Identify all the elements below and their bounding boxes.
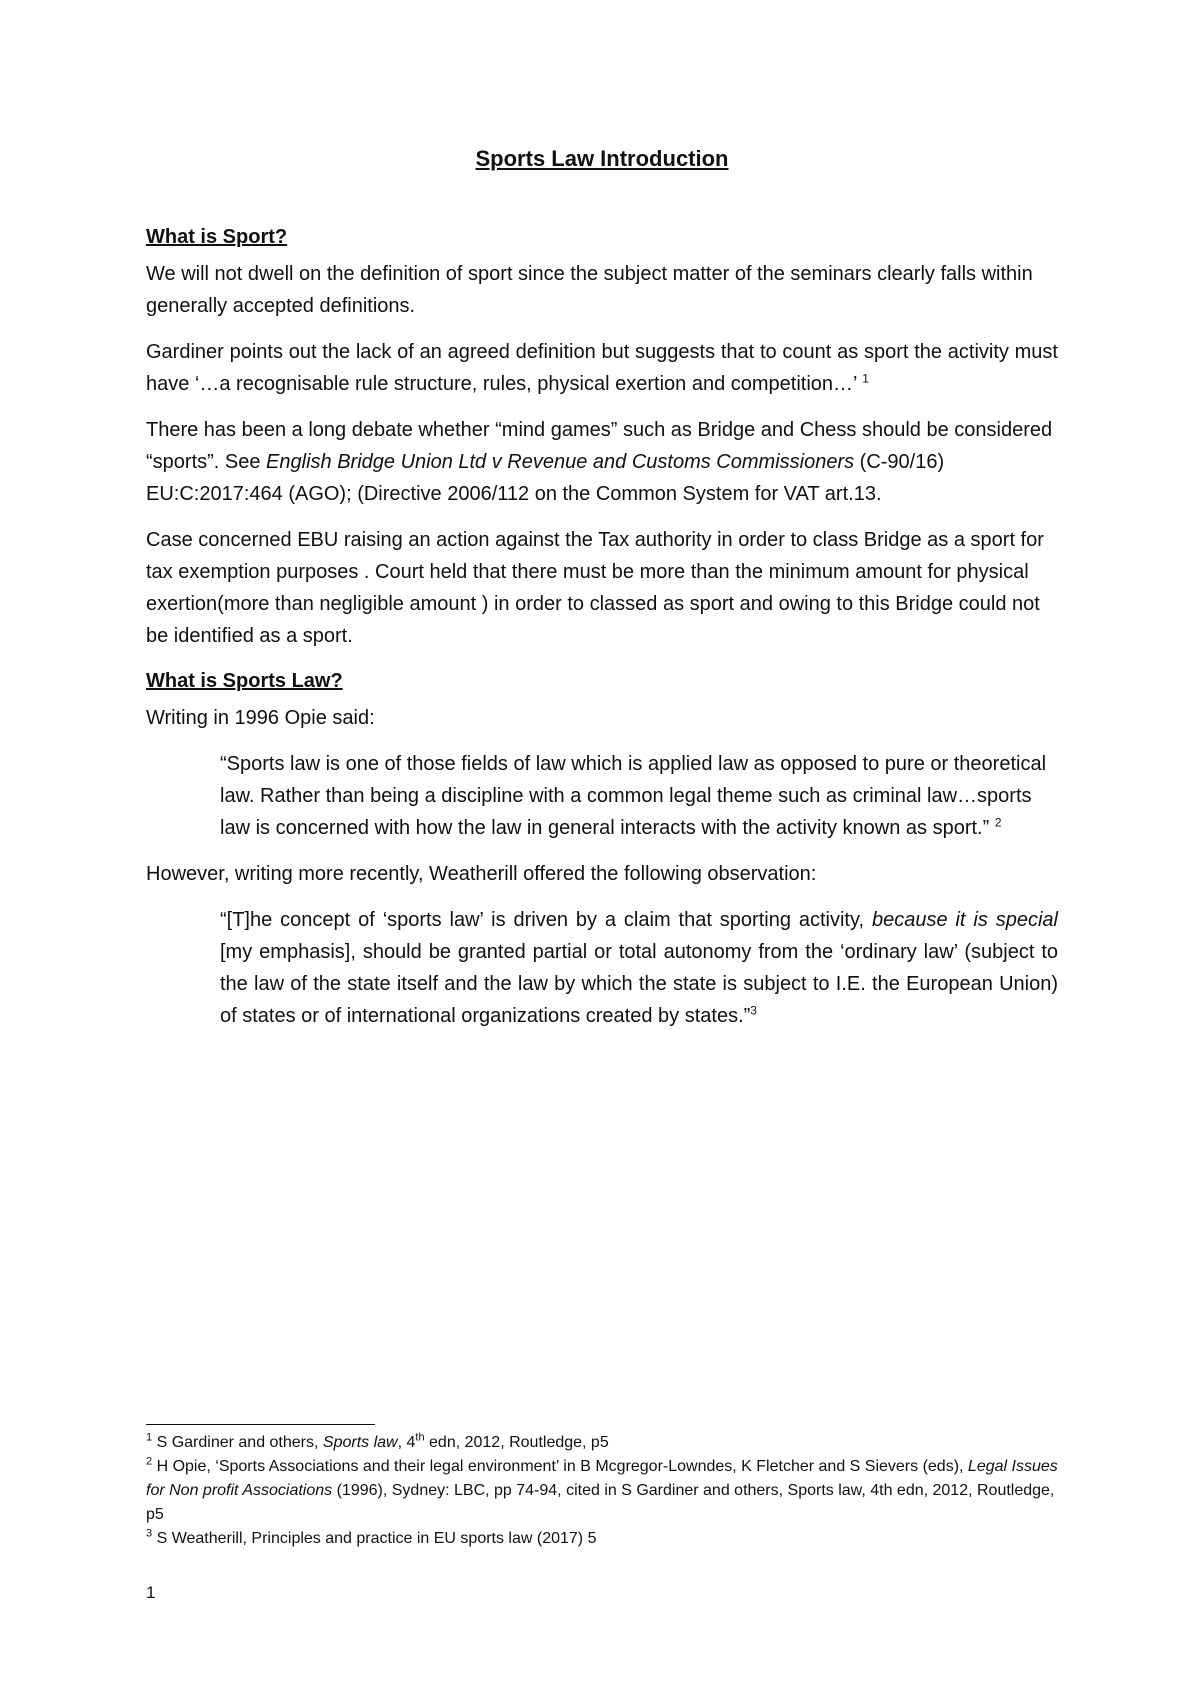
- quote-text: [my emphasis], should be granted partial or total autonomy from the ‘ordinary law’ (subject to the law of the state itself and the law by which the state is subject to I.E. the European Union) of states or of international organizations created by states.”: [220, 941, 1058, 1027]
- paragraph-opie-intro: [146, 702, 1058, 734]
- paragraph-ebu-case: [146, 524, 1058, 652]
- case-citation: English Bridge Union Ltd v Revenue and Customs Commissioners: [266, 451, 855, 473]
- footnote-number: 3: [146, 1527, 153, 1540]
- page-number: 1: [146, 1583, 156, 1602]
- block-quote-opie: [220, 748, 1058, 844]
- footnote-3: [146, 1527, 1058, 1551]
- footnote-separator: [146, 1424, 375, 1425]
- footnote-text: edn, 2012, Routledge, p5: [424, 1434, 609, 1451]
- paragraph-text: Writing in 1996 Opie said:: [146, 707, 375, 729]
- footnote-italic: Legal Issues for Non profit Associations: [146, 1458, 1058, 1499]
- footnote-text: S Weatherill, Principles and practice in EU sports law (2017) 5: [156, 1530, 597, 1547]
- footnote-number: 2: [146, 1455, 153, 1468]
- footnote-text: S Gardiner and others,: [156, 1434, 323, 1451]
- footnote-reference-3[interactable]: 3: [750, 1003, 757, 1018]
- section-heading-what-is-sports-law: What is Sports Law?: [146, 670, 343, 692]
- quote-emphasis: because it is special: [871, 909, 1058, 931]
- footnote-superscript: th: [415, 1431, 425, 1444]
- footnote-2: [146, 1455, 1058, 1527]
- paragraph-weatherill-intro: [146, 858, 1058, 890]
- paragraph-mind-games: [146, 414, 1058, 510]
- footnote-italic: Sports law: [322, 1434, 398, 1451]
- section-heading-what-is-sport: What is Sport?: [146, 226, 288, 248]
- footnote-reference-2[interactable]: 2: [994, 815, 1002, 830]
- page-title: Sports Law Introduction: [475, 146, 729, 171]
- footnotes: [146, 1424, 1058, 1551]
- footnote-reference-1[interactable]: 1: [862, 371, 869, 386]
- footnote-text: H Opie, ‘Sports Associations and their legal environment’ in B Mcgregor-Lowndes, K Fletcher and S Sievers (eds),: [156, 1458, 968, 1475]
- footnote-text: (1996), Sydney: LBC, pp 74-94, cited in S Gardiner and others, Sports law, 4th edn, 2012, Routledge, p5: [146, 1482, 1055, 1523]
- document-body: [146, 144, 1058, 1046]
- footnote-1: [146, 1431, 1058, 1455]
- paragraph-text: However, writing more recently, Weatherill offered the following observation:: [146, 863, 817, 885]
- paragraph-text: Gardiner points out the lack of an agreed definition but suggests that to count as sport the activity must have ‘…a recognisable rule structure, rules, physical exertion and competition…’: [146, 341, 1058, 395]
- footnote-number: 1: [146, 1431, 153, 1444]
- quote-text: “[T]he concept of ‘sports law’ is driven by a claim that sporting activity,: [220, 909, 872, 931]
- block-quote-weatherill: [220, 904, 1058, 1032]
- paragraph-definition: [146, 258, 1058, 322]
- paragraph-text: (C-90/16) EU:C:2017:464 (AGO); (Directive 2006/112 on the Common System for VAT art.13.: [146, 451, 945, 505]
- footnote-text: , 4: [397, 1434, 416, 1451]
- paragraph-gardiner: [146, 336, 1058, 400]
- paragraph-text: We will not dwell on the definition of sport since the subject matter of the seminars clearly falls within generally accepted definitions.: [146, 263, 1033, 317]
- quote-text: “Sports law is one of those fields of law which is applied law as opposed to pure or theoretical law. Rather than being a discipline with a common legal theme such as criminal law…sports law is concerned with how the law in general interacts with the activity known as sport.”: [220, 753, 1047, 839]
- paragraph-text: Case concerned EBU raising an action against the Tax authority in order to class Bridge as a sport for tax exemption purposes . Court held that there must be more than the minimum amount for physical exertion(more than negligible amount ) in order to classed as sport and owing to this Bridge could not be identified as a sport.: [146, 529, 1044, 647]
- paragraph-text: There has been a long debate whether “mind games” such as Bridge and Chess should be considered “sports”. See: [146, 419, 1053, 473]
